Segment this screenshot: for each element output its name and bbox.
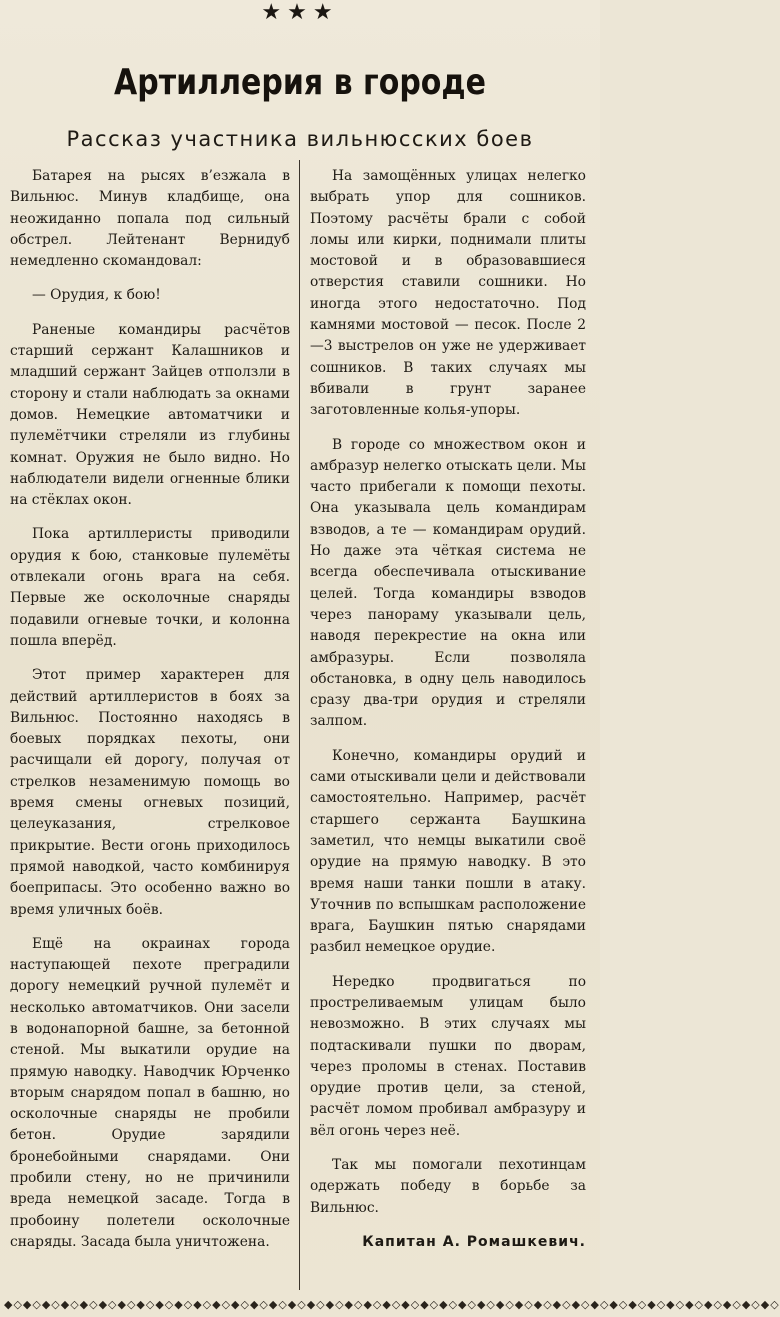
paragraph: Этот пример характерен для действий артиллеристов в боях за Вильнюс. Постоянно находясь в боевых порядках пехоты, они расчищали ей дорогу, получая от стрелков незаменимую помощь во время смены огневых позиций, целеуказания, стрелковое прикрытие. Вести огонь приходилось прямой наводкой, часто комбинируя боеприпасы. Это особенно важно во время уличных боёв. — [10, 667, 290, 918]
article-subtitle: Рассказ участника вильнюсских боев — [66, 127, 534, 151]
paragraph: Ещё на окраинах города наступающей пехоте преградили дорогу немецкий ручной пулемёт и несколько автоматчиков. Они засели в водонапорной башне, за бетонной стеной. Мы выкатили орудие на прямую наводку. Наводчик Юрченко вторым снарядом попал в башню, но осколочные снаряды не пробили бетон. Орудие зарядили бронебойными снарядами. Они пробили стену, но не причинили вреда немецкой засаде. Тогда в пробоину полетели осколочные снаряды. Засада была уничтожена. — [10, 935, 290, 1250]
paragraph: На замощённых улицах нелегко выбрать упор для сошников. Поэтому расчёты брали с собой ломы или кирки, поднимали плиты мостовой и в образовавшиеся отверстия ставили сошники. Но иногда этого недостаточно. Под камнями мостовой — песок. После 2—3 выстрелов он уже не удерживает сошников. В таких случаях мы вбивали в грунт заранее заготовленные колья-упоры. — [310, 168, 586, 419]
command-quote: — Орудия, к бою! — [32, 287, 161, 304]
column-divider — [299, 160, 300, 1290]
paragraph: Пока артиллеристы приводили орудия к бою, станковые пулемёты отвлекали огонь врага на себя. Первые же осколочные снаряды подавили огневые точки, и колонна пошла вперёд. — [10, 526, 290, 649]
paragraph: В городе со множеством окон и амбразур нелегко отыскать цели. Мы часто прибегали к помощи пехоты. Она указывала цель командирам взводов, а те — командирам орудий. Но даже эта чёткая система не всегда обеспечивала отыскивание целей. Тогда командиры взводов через панораму указывали цель, наводя перекрестие на окна или амбразуры. Если позволяла обстановка, в одну цель наводилось сразу два-три орудия и стреляли залпом. — [310, 436, 586, 730]
left-column — [10, 166, 290, 1266]
author-signature: Капитан А. Ромашкевич. — [362, 1233, 586, 1250]
ornamental-border: ◆◇◆◇◆◇◆◇◆◇◆◇◆◇◆◇◆◇◆◇◆◇◆◇◆◇◆◇◆◇◆◇◆◇◆◇◆◇◆◇◆◇◆◇◆◇◆◇◆◇◆◇◆◇◆◇◆◇◆◇◆◇◆◇◆◇◆◇◆◇◆◇◆◇◆◇◆◇◆◇◆◇ — [4, 1298, 780, 1311]
ornament-stars: ★★★ — [261, 0, 339, 25]
paragraph: Так мы помогали пехотинцам одержать победу в борьбе за Вильнюс. — [310, 1157, 586, 1216]
paragraph: Конечно, командиры орудий и сами отыскивали цели и действовали самостоятельно. Например, расчёт старшего сержанта Баушкина заметил, что немцы выкатили своё орудие на прямую наводку. В это время наши танки пошли в атаку. Уточнив по вспышкам расположение врага, Баушкин пятью снарядами разбил немецкое орудие. — [310, 747, 586, 956]
right-column — [310, 166, 586, 1266]
article-headline: Артиллерия в городе — [114, 61, 486, 104]
paragraph: Батарея на рысях в’езжала в Вильнюс. Минув кладбище, она неожиданно попала под сильный обстрел. Лейтенант Вернидуб немедленно скомандовал: — [10, 168, 290, 270]
paragraph: Нередко продвигаться по простреливаемым улицам было невозможно. В этих случаях мы подтаскивали пушки по дворам, через проломы в стенах. Поставив орудие против цели, за стеной, расчёт ломом пробивал амбразуру и вёл огонь через неё. — [310, 973, 586, 1139]
paragraph: Раненые командиры расчётов старший сержант Калашников и младший сержант Зайцев отползли в сторону и стали наблюдать за окнами домов. Немецкие автоматчики и пулемётчики стреляли из глубины комнат. Оружия не было видно. Но наблюдатели видели огненные блики на стёклах окон. — [10, 321, 290, 509]
